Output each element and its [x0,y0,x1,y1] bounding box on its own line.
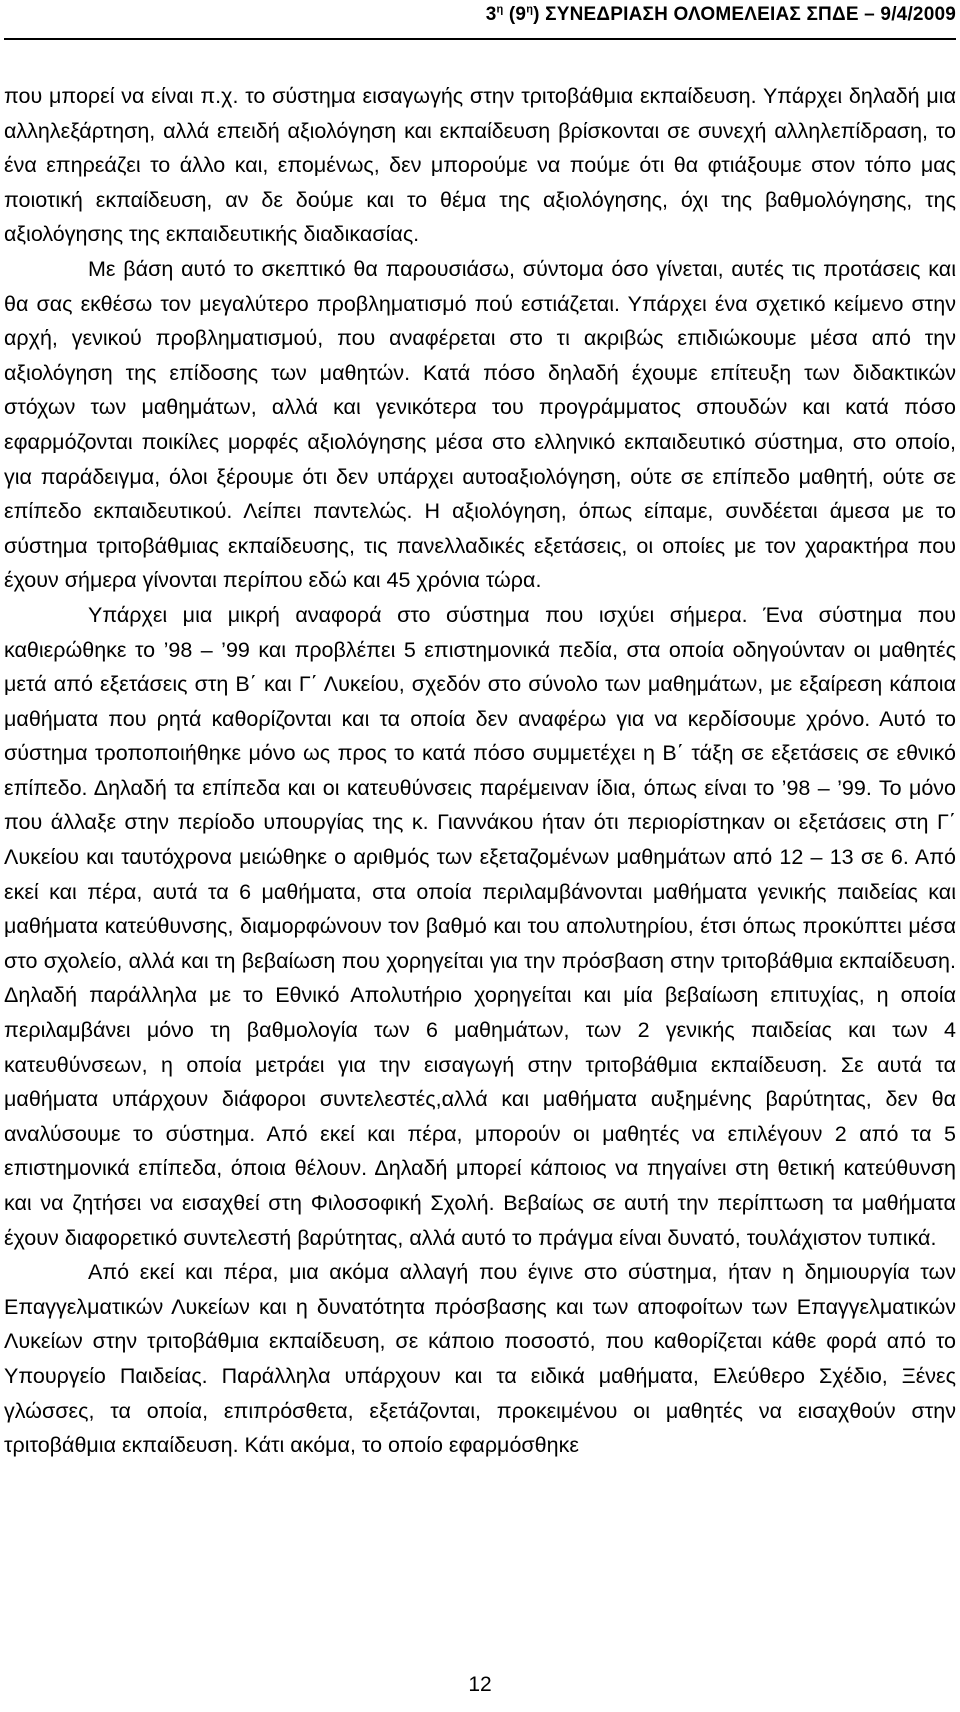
header-session-close: ) [533,4,540,25]
paragraph-2: Με βάση αυτό το σκεπτικό θα παρουσιάσω, σύντομα όσο γίνεται, αυτές τις προτάσεις και θα σας εκθέσω τον μεγαλύτερο προβληματισμό πού εστιάζεται. Υπάρχει ένα σχετικό κείμενο στην αρχή, γενικού προβληματισμού, που αναφέρεται στο τι ακριβώς επιδιώκουμε μέσα από την αξιολόγηση της επίδοσης των μαθητών. Κατά πόσο δηλαδή έχουμε επίτευξη των διδακτικών στόχων των μαθημάτων, αλλά και γενικότερα του προγράμματος σπουδών και κατά πόσο εφαρμόζονται ποικίλες μορφές αξιολόγησης μέσα στο ελληνικό εκπαιδευτικό σύστημα, στο οποίο, για παράδειγμα, όλοι ξέρουμε ότι δεν υπάρχει αυτοαξιολόγηση, ούτε σε επίπεδο μαθητή, ούτε σε επίπεδο εκπαιδευτικού. Λείπει παντελώς. Η αξιολόγηση, όπως είπαμε, συνδέεται άμεσα με το σύστημα τριτοβάθμιας εκπαίδευσης, τις πανελλαδικές εξετάσεις, οι οποίες με τον χαρακτήρα που έχουν σήμερα γίνονται περίπου εδώ και 45 χρόνια τώρα. [4,256,956,593]
header-ordinal-suffix: η [496,3,504,16]
document-body [4,79,956,1463]
page-number: 12 [468,1673,492,1696]
header-session-number: 9 [515,4,527,25]
paragraph-1: που μπορεί να είναι π.χ. το σύστημα εισαγωγής στην τριτοβάθμια εκπαίδευση. Υπάρχει δηλαδή μια αλληλεξάρτηση, αλλά επειδή αξιολόγηση και εκπαίδευση βρίσκονται σε συνεχή αλληλεπίδραση, το ένα επηρεάζει το άλλο και, επομένως, δεν μπορούμε να πούμε ότι θα φτιάξουμε στον τόπο μας ποιοτική εκπαίδευση, αν δε δούμε και το θέμα της αξιολόγησης, όχι της βαθμολόγησης, της αξιολόγησης της εκπαιδευτικής διαδικασίας. [4,84,956,247]
page-header [486,4,956,26]
header-session-open: ( [503,4,516,25]
header-divider [4,38,956,40]
header-title: ΣΥΝΕΔΡΙΑΣΗ ΟΛΟΜΕΛΕΙΑΣ ΣΠΔΕ – 9/4/2009 [539,4,956,25]
paragraph-3: Υπάρχει μια μικρή αναφορά στο σύστημα που ισχύει σήμερα. Ένα σύστημα που καθιερώθηκε το ’98 – ’99 και προβλέπει 5 επιστημονικά πεδία, στα οποία οδηγούνταν οι μαθητές μετά από εξετάσεις στη Β΄ και Γ΄ Λυκείου, σχεδόν στο σύνολο των μαθημάτων, με εξαίρεση κάποια μαθήματα που ρητά καθορίζονται και τα οποία δεν αναφέρω για να κερδίσουμε χρόνο. Αυτό το σύστημα τροποποιήθηκε μόνο ως προς το κατά πόσο συμμετέχει η Β΄ τάξη σε εξετάσεις σε εθνικό επίπεδο. Δηλαδή τα επίπεδα και οι κατευθύνσεις παρέμειναν ίδια, όπως είναι το ’98 – ’99. Το μόνο που άλλαξε στην περίοδο υπουργίας της κ. Γιαννάκου ήταν ότι περιορίστηκαν οι εξετάσεις στη Γ΄ Λυκείου και ταυτόχρονα μειώθηκε ο αριθμός των εξεταζομένων μαθημάτων από 12 – 13 σε 6. Από εκεί και πέρα, αυτά τα 6 μαθήματα, στα οποία περιλαμβάνονται μαθήματα γενικής παιδείας και μαθήματα κατεύθυνσης, διαμορφώνουν τον βαθμό και του απολυτηρίου, έτσι όπως προκύπτει μέσα στο σχολείο, αλλά και τη βεβαίωση που χορηγείται για την πρόσβαση στην τριτοβάθμια εκπαίδευση. Δηλαδή παράλληλα με το Εθνικό Απολυτήριο χορηγείται και μία βεβαίωση επιτυχίας, η οποία περιλαμβάνει μόνο τη βαθμολογία των 6 μαθημάτων, των 2 γενικής παιδείας και των 4 κατευθύνσεων, η οποία μετράει για την εισαγωγή στην τριτοβάθμια εκπαίδευση. Σε αυτά τα μαθήματα υπάρχουν διάφοροι συντελεστές,αλλά και μαθήματα αυξημένης βαρύτητας, δεν θα αναλύσουμε το σύστημα. Από εκεί και πέρα, μπορούν οι μαθητές να επιλέγουν 2 από τα 5 επιστημονικά επίπεδα, όποια θέλουν. Δηλαδή μπορεί κάποιος να πηγαίνει στη θετική κατεύθυνση και να ζητήσει να εισαχθεί στη Φιλοσοφική Σχολή. Βεβαίως σε αυτή την περίπτωση τα μαθήματα έχουν διαφορετικό συντελεστή βαρύτητας, αλλά αυτό το πράγμα είναι δυνατό, τουλάχιστον τυπικά. [4,602,956,1250]
header-ordinal-number: 3 [485,4,497,25]
paragraph-4: Από εκεί και πέρα, μια ακόμα αλλαγή που έγινε στο σύστημα, ήταν η δημιουργία των Επαγγελματικών Λυκείων και η δυνατότητα πρόσβασης και των αποφοίτων των Επαγγελματικών Λυκείων στην τριτοβάθμια εκπαίδευση, σε κάποιο ποσοστό, που καθορίζεται κάθε φορά από το Υπουργείο Παιδείας. Παράλληλα υπάρχουν και τα ειδικά μαθήματα, Ελεύθερο Σχέδιο, Ξένες γλώσσες, τα οποία, επιπρόσθετα, εξετάζονται, προκειμένου οι μαθητές να εισαχθούν στην τριτοβάθμια εκπαίδευση. Κάτι ακόμα, το οποίο εφαρμόσθηκε [4,1260,956,1458]
header-session-suffix: η [526,3,534,16]
